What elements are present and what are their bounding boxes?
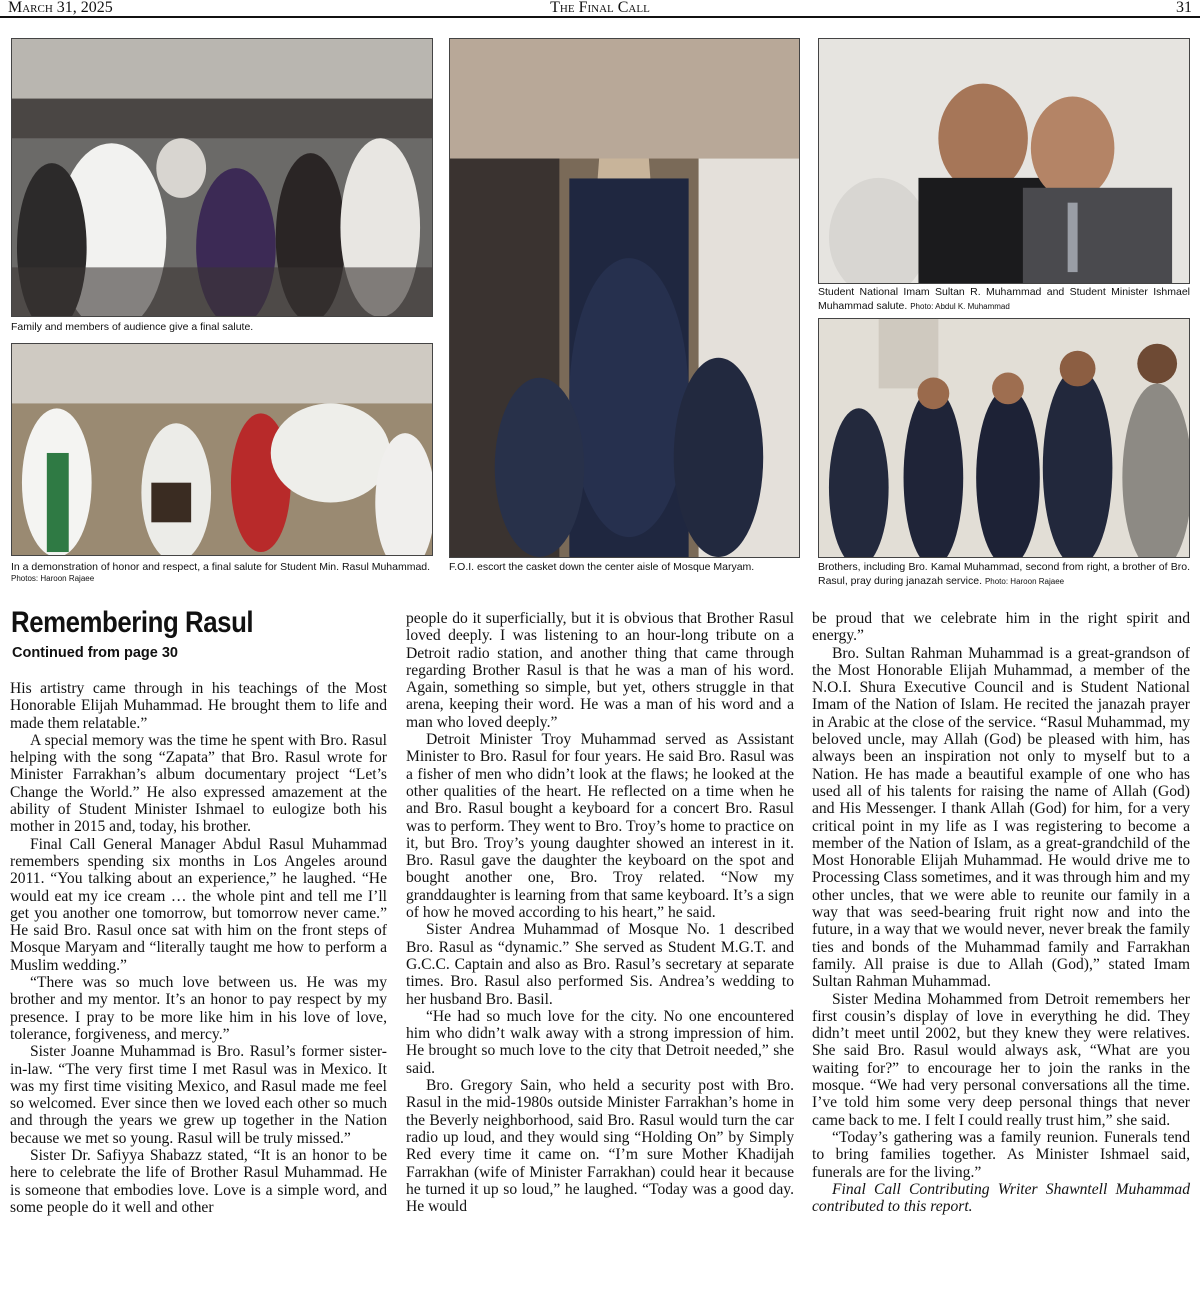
paragraph: “Today’s gathering was a family reunion. Funerals tend to bring families together. As Minister Ishmael said, funerals are for the living.” — [812, 1128, 1190, 1181]
paragraph: Bro. Sultan Rahman Muhammad is a great-grandson of the Most Honorable Elijah Muhammad, a member of the N.O.I. Shura Executive Council and is Student National Imam of the Nation of Islam. He recited the janazah prayer in Arabic at the close of the service. “Rasul Muhammad, my beloved uncle, may Allah (God) be pleased with him, has always been an inspiration not only to myself but to a Nation. He has made a beautiful example of one who has used all of his talents for raising the name of Allah (God) and His Messenger. I thank Allah (God) for him, for a very critical point in my life as I was registering to become a member of the Nation of Islam, as a great-grandchild of the Most Honorable Elijah Muhammad. He would drive me to Processing Class sometimes, and it was through him and my other uncles, that we were able to reunite our family in a way that was seed-bearing fruit right now and into the future, in a way that we would never, never break the family ties and bonds of the Muhammad family and Farrakhan family. All praise is due to Allah (God),” stated Imam Sultan Rahman Muhammad. — [812, 644, 1190, 991]
caption-audience-salute: Family and members of audience give a final salute. — [11, 321, 254, 333]
paragraph: Final Call General Manager Abdul Rasul Muhammad remembers spending six months in Los Angeles around 2011. “You talking about an experience,” he laughed. “He would eat my ice cream … the whole pint and tell me I’ll get you another one tomorrow, but tomorrow never came.” He said Bro. Rasul once sat with him on the front steps of Mosque Maryam and “literally taught me how to perform a Muslim wedding.” — [10, 835, 387, 974]
paragraph: Bro. Gregory Sain, who held a security post with Bro. Rasul in the mid-1980s outside Minister Farrakhan’s home in the Beverly neighborhood, said Bro. Rasul would turn the car radio up loud, and they would sing “Holding On” by Simply Red every time it came on. “I’m sure Mother Khadijah Farrakhan (wife of Minister Farrakhan) could hear it because he turned it up so loud,” he laughed. “Today was a good day. He would — [406, 1077, 794, 1216]
article-column-1 — [10, 680, 387, 1216]
paragraph: Sister Medina Mohammed from Detroit remembers her first cousin’s display of love in everything he did. They didn’t meet until 2002, but they knew they were relatives. She said Bro. Rasul would always ask, “What are you waiting for?” to encourage her to join the ranks in the mosque. “We had very personal conversations all the time. I’ve told him some very deep personal things that never came back to me. I felt I could really trust him,” she said. — [812, 990, 1190, 1129]
photo-escort — [449, 38, 800, 558]
continued-from: Continued from page 30 — [12, 645, 178, 661]
paragraph: Detroit Minister Troy Muhammad served as Assistant Minister to Bro. Rasul for four years. He said Bro. Rasul was a fisher of men who didn’t look at the flaws; he looked at the other qualities of the heart. He reflected on a time when he and Bro. Rasul bought a keyboard for a concert Bro. Rasul was to perform. They went to Bro. Troy’s home to practice on it, but Bro. Troy’s young daughter showed an interest in it. Bro. Rasul gave the daughter the keyboard on the spot and bought another one, Bro. Troy related. “Now my granddaughter is learning from that same keyboard. It’s a sign of how he moved according to his heart,” he said. — [406, 731, 794, 922]
article-headline: Remembering Rasul — [11, 606, 254, 639]
paragraph: people do it superficially, but it is obvious that Brother Rasul loved deeply. I was listening to an hour-long tribute on a Detroit radio station, and another thing that came through regarding Brother Rasul is that he was a man of his word. Again, something so simple, but yet, others struggle in that arena, keeping their word. He was a man of his word and a man who loved deeply.” — [406, 610, 794, 731]
paragraph: Sister Joanne Muhammad is Bro. Rasul’s former sister-in-law. “The very first time I met Rasul was in Mexico. It was my first time visiting Mexico, and Rasul made me feel so welcomed. Ever since then we loved each other so much and through the years we grew up together in the Nation because we met so young. Rasul will be truly missed.” — [10, 1043, 387, 1147]
paragraph: “There was so much love between us. He was my brother and my mentor. It’s an honor to pay respect by my presence. I pray to be more like him in his love of love, tolerance, forgiveness, and mercy.” — [10, 974, 387, 1043]
photo-imam-salute — [818, 38, 1190, 284]
caption-honor-salute: In a demonstration of honor and respect, a final salute for Student Min. Rasul Muhammad. Photos: Haroon Rajaee — [11, 561, 431, 583]
photo-honor-salute — [11, 343, 433, 556]
caption-brothers-pray: Brothers, including Bro. Kamal Muhammad, second from right, a brother of Bro. Rasul, pray during janazah service. Photo: Haroon Rajaee — [818, 561, 1190, 587]
paragraph: His artistry came through in his teachings of the Most Honorable Elijah Muhammad. He brought them to life and made them relatable.” — [10, 680, 387, 732]
masthead — [0, 0, 1200, 18]
caption-imam-salute: Student National Imam Sultan R. Muhammad and Student Minister Ishmael Muhammad salute. Photo: Abdul K. Muhammad — [818, 286, 1190, 312]
paragraph: be proud that we celebrate him in the right spirit and energy.” — [812, 610, 1190, 645]
page-number: 31 — [1176, 0, 1192, 16]
caption-escort: F.O.I. escort the casket down the center aisle of Mosque Maryam. — [449, 561, 755, 573]
photo-brothers-pray — [818, 318, 1190, 558]
photo-audience-salute — [11, 38, 433, 317]
contributor-note: Final Call Contributing Writer Shawntell Muhammad contributed to this report. — [812, 1180, 1190, 1216]
paragraph: Sister Dr. Safiyya Shabazz stated, “It is an honor to be here to celebrate the life of Brother Rasul Muhammad. He is someone that embodies love. Love is a simple word, and some people do it well and other — [10, 1147, 387, 1216]
paragraph: A special memory was the time he spent with Bro. Rasul helping with the song “Zapata” that Bro. Rasul wrote for Minister Farrakhan’s album documentary project “Let’s Change the World.” He also expressed amazement at the ability of Student Minister Ishmael to eulogize both his mother in 2015 and, today, his brother. — [10, 731, 387, 836]
paragraph: Sister Andrea Muhammad of Mosque No. 1 described Bro. Rasul as “dynamic.” She served as Student M.G.T. and G.C.C. Captain and also as Bro. Rasul’s secretary at separate times. Bro. Rasul also performed Sis. Andrea’s wedding to her husband Bro. Basil. — [406, 921, 794, 1008]
issue-date: March 31, 2025 — [8, 0, 113, 16]
paragraph: “He had so much love for the city. No one encountered him who didn’t walk away with a strong impression of him. He brought so much love to the city that Detroit needed,” she said. — [406, 1007, 794, 1077]
article-column-2 — [406, 610, 794, 1215]
article-column-3 — [812, 610, 1190, 1215]
publication-name: The Final Call — [550, 0, 650, 16]
